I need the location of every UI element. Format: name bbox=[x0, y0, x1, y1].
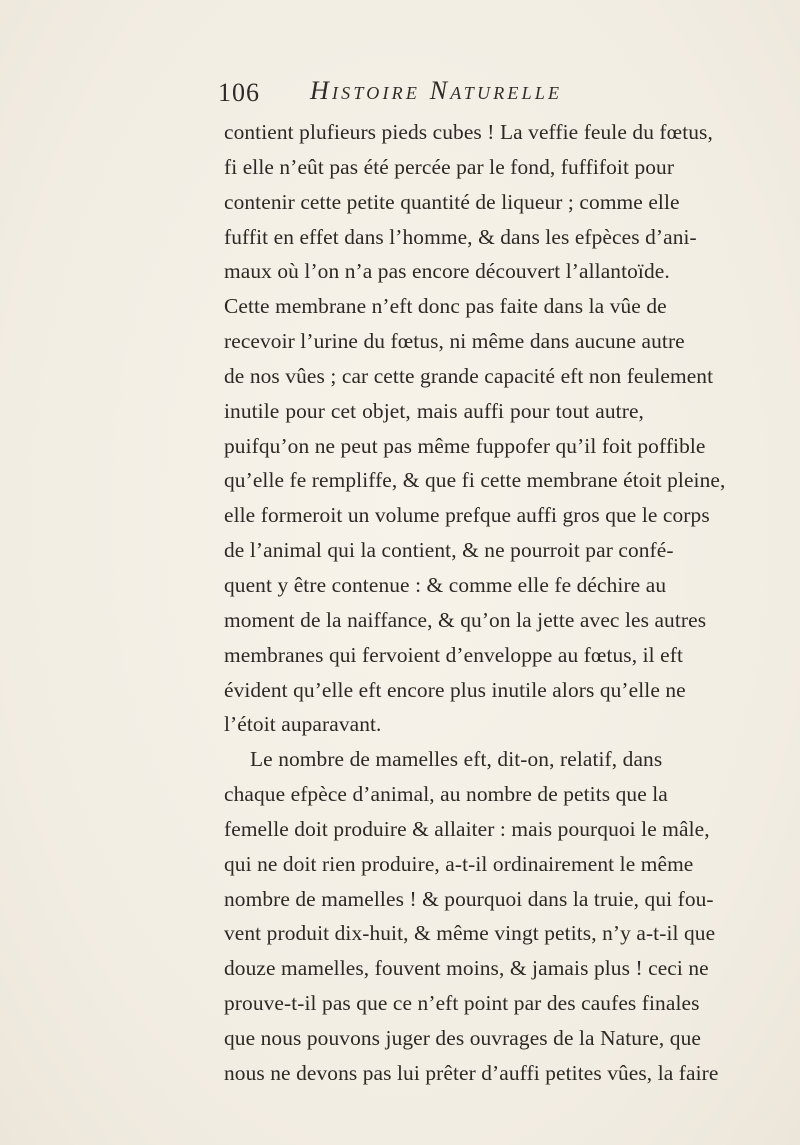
text-line: inutile pour cet objet, mais auffi pour tout autre, bbox=[224, 398, 644, 423]
text-line: prouve-t-il pas que ce n’eft point par des caufes finales bbox=[224, 991, 700, 1016]
text-line: vent produit dix-huit, & même vingt petits, n’y a-t-il que bbox=[224, 921, 716, 946]
text-line: qui ne doit rien produire, a-t-il ordinairement le même bbox=[224, 851, 694, 876]
text-line: de l’animal qui la contient, & ne pourroit par confé- bbox=[224, 538, 674, 563]
text-line: contient plufieurs pieds cubes ! La veffie feule du fœtus, bbox=[224, 120, 713, 144]
text-line: elle formeroit un volume prefque auffi gros que le corps bbox=[224, 503, 710, 528]
text-line: que nous pouvons juger des ouvrages de la Nature, que bbox=[224, 1025, 701, 1050]
text-line: nombre de mamelles ! & pourquoi dans la truie, qui fou- bbox=[224, 886, 714, 911]
text-line: contenir cette petite quantité de liqueur ; comme elle bbox=[224, 189, 680, 214]
running-title: Histoire Naturelle bbox=[310, 76, 563, 105]
text-line: chaque efpèce d’animal, au nombre de petits que la bbox=[224, 782, 668, 807]
text-line: Le nombre de mamelles eft, dit-on, relatif, dans bbox=[250, 747, 663, 772]
text-line: fuffit en effet dans l’homme, & dans les efpèces d’ani- bbox=[224, 224, 697, 249]
text-line: de nos vûes ; car cette grande capacité eft non feulement bbox=[224, 363, 714, 388]
text-line: recevoir l’urine du fœtus, ni même dans aucune autre bbox=[224, 329, 685, 354]
text-line: Cette membrane n’eft donc pas faite dans la vûe de bbox=[224, 294, 667, 319]
text-line: évident qu’elle eft encore plus inutile alors qu’elle ne bbox=[224, 677, 686, 702]
text-line: membranes qui fervoient d’enveloppe au fœtus, il eft bbox=[224, 642, 684, 667]
text-line: douze mamelles, fouvent moins, & jamais plus ! ceci ne bbox=[224, 956, 709, 981]
body-text bbox=[224, 115, 726, 1091]
text-line: quent y être contenue : & comme elle fe déchire au bbox=[224, 572, 667, 597]
text-line: nous ne devons pas lui prêter d’auffi petites vûes, la faire bbox=[224, 1060, 719, 1085]
text-line: puifqu’on ne peut pas même fuppofer qu’il foit poffible bbox=[224, 433, 706, 458]
text-line: femelle doit produire & allaiter : mais pourquoi le mâle, bbox=[224, 816, 710, 841]
text-line: l’étoit auparavant. bbox=[224, 712, 382, 737]
text-line: fi elle n’eût pas été percée par le fond, fuffifoit pour bbox=[224, 154, 675, 179]
text-line: maux où l’on n’a pas encore découvert l’allantoïde. bbox=[224, 259, 670, 284]
page-number: 106 bbox=[218, 78, 260, 107]
running-head bbox=[218, 78, 638, 118]
text-line: moment de la naiffance, & qu’on la jette avec les autres bbox=[224, 607, 707, 632]
text-line: qu’elle fe rempliffe, & que fi cette membrane étoit pleine, bbox=[224, 468, 726, 493]
